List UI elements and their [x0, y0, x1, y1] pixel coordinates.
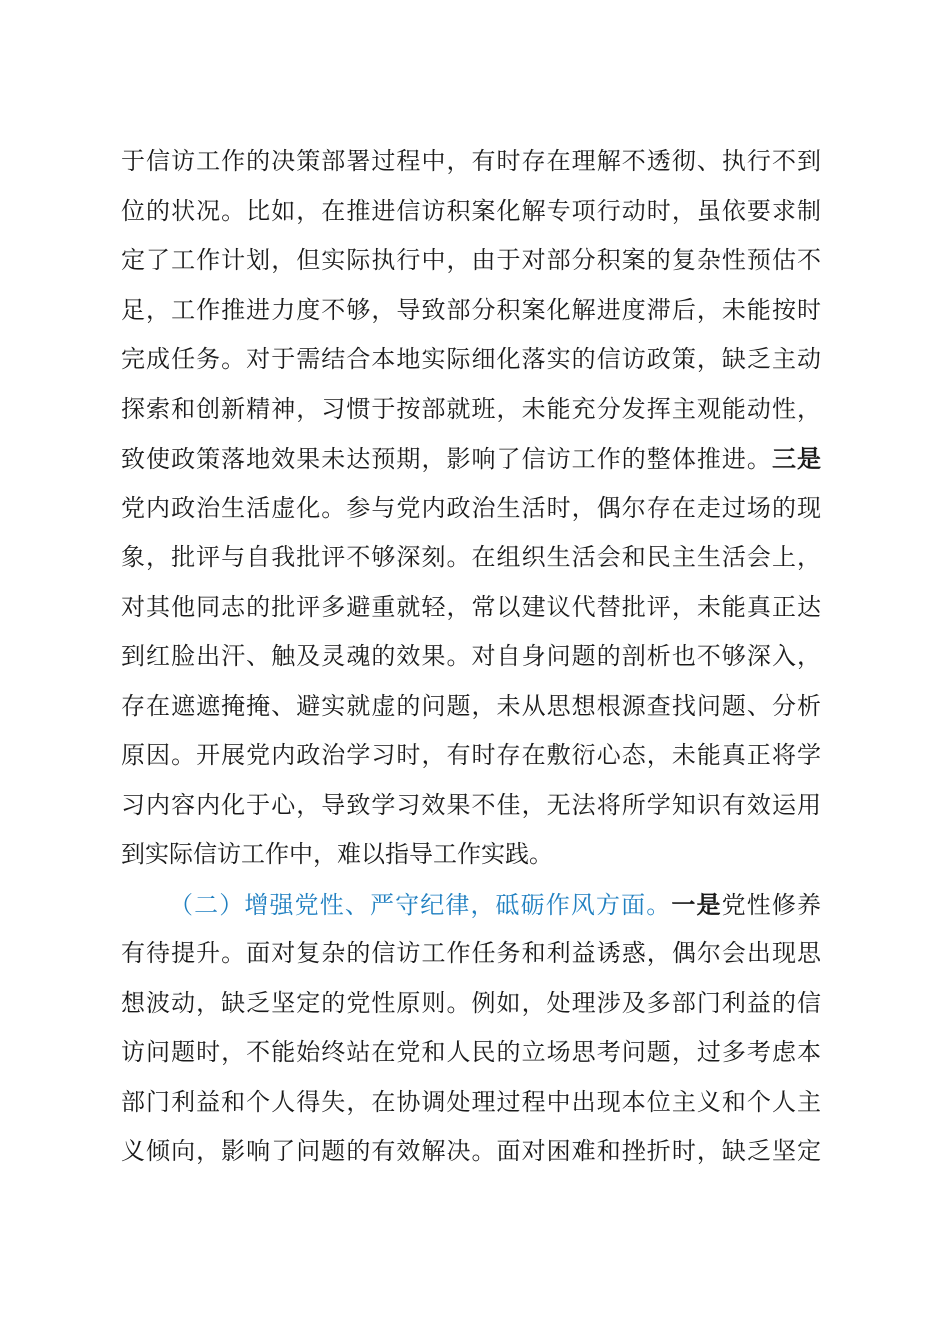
section-heading-line: [121, 880, 821, 930]
text-line: 位的状况。比如，在推进信访积案化解专项行动时，虽依要求制: [121, 196, 821, 225]
emphasis-marker: 一是: [671, 889, 722, 919]
text-line: 探索和创新精神，习惯于按部就班，未能充分发挥主观能动性，: [121, 394, 821, 423]
text-line: 定了工作计划，但实际执行中，由于对部分积案的复杂性预估不: [121, 246, 821, 274]
text-line: 存在遮遮掩掩、避实就虚的问题，未从思想根源查找问题、分析: [121, 691, 821, 720]
text-line: 想波动，缺乏坚定的党性原则。例如，处理涉及多部门利益的信: [121, 988, 821, 1017]
text-line: 到红脸出汗、触及灵魂的效果。对自身问题的剖析也不够深入，: [121, 642, 821, 670]
emphasis-marker: 三是: [771, 444, 821, 473]
text-line: 到实际信访工作中，难以指导工作实践。: [121, 840, 553, 868]
text-line: 习内容内化于心，导致学习效果不佳，无法将所学知识有效运用: [121, 790, 821, 819]
text-line: 有待提升。面对复杂的信访工作任务和利益诱惑，偶尔会出现思: [121, 939, 821, 967]
text-segment: 致使政策落地效果未达预期，影响了信访工作的整体推进。: [121, 445, 772, 473]
text-line: 原因。开展党内政治学习时，有时存在敷衍心态，未能真正将学: [121, 741, 821, 769]
text-line: 足，工作推进力度不够，导致部分积案化解进度滞后，未能按时: [121, 295, 821, 324]
text-line: 对其他同志的批评多避重就轻，常以建议代替批评，未能真正达: [121, 592, 821, 621]
body-text: [121, 137, 821, 1177]
text-line: 于信访工作的决策部署过程中，有时存在理解不透彻、执行不到: [121, 147, 821, 175]
text-line: 访问题时，不能始终站在党和人民的立场思考问题，过多考虑本: [121, 1038, 821, 1066]
text-segment: 党性修养: [721, 890, 821, 919]
text-line: 完成任务。对于需结合本地实际细化落实的信访政策，缺乏主动: [121, 345, 821, 373]
text-line: [121, 434, 821, 484]
text-line: 象，批评与自我批评不够深刻。在组织生活会和民主生活会上，: [121, 543, 821, 571]
section-heading: （二）增强党性、严守纪律，砥砺作风方面。: [169, 890, 672, 919]
text-line: 义倾向，影响了问题的有效解决。面对困难和挫折时，缺乏坚定: [121, 1137, 821, 1165]
text-line: 部门利益和个人得失，在协调处理过程中出现本位主义和个人主: [121, 1087, 821, 1116]
text-line: 党内政治生活虚化。参与党内政治生活时，偶尔存在走过场的现: [121, 493, 821, 522]
